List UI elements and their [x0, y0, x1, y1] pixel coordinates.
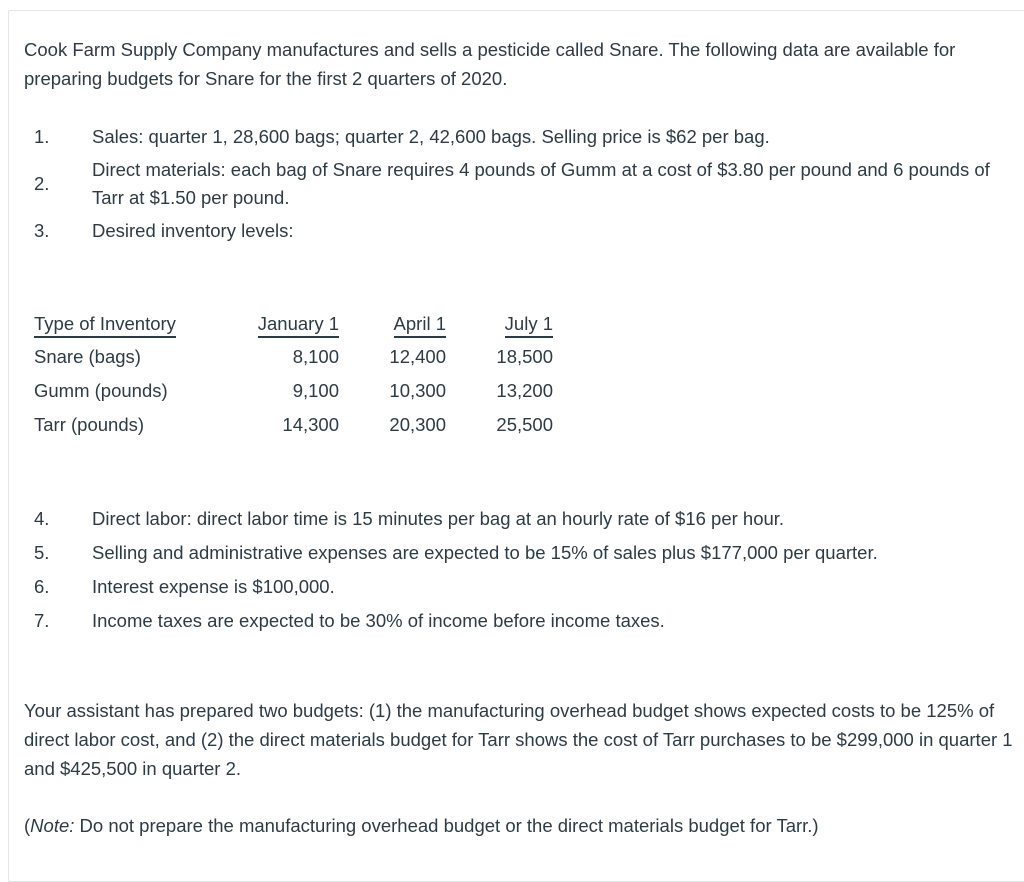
table-cell: 14,300	[282, 414, 339, 435]
list-item-text: Selling and administrative expenses are expected to be 15% of sales plus $177,000 per quarter.	[92, 542, 878, 563]
data-list-part1	[34, 123, 994, 250]
list-item-text: Sales: quarter 1, 28,600 bags; quarter 2, 42,600 bags. Selling price is $62 per bag.	[92, 126, 770, 147]
list-item-text: Direct materials: each bag of Snare requires 4 pounds of Gumm at a cost of $3.80 per pound and 6 pounds of Tarr at $1.50 per pound.	[92, 159, 990, 208]
inventory-table	[25, 310, 553, 442]
note-paragraph	[24, 811, 1014, 840]
table-cell: 9,100	[292, 380, 339, 401]
table-row	[25, 374, 553, 408]
list-item-number: 5.	[34, 542, 50, 563]
list-item	[34, 573, 994, 601]
list-item	[34, 217, 994, 245]
note-text: Do not prepare the manufacturing overhead budget or the direct materials budget for Tarr.)	[74, 815, 819, 836]
list-item-number: 2.	[34, 173, 50, 194]
column-header: January 1	[249, 310, 339, 340]
table-header-row	[25, 310, 553, 340]
list-item-text: Direct labor: direct labor time is 15 minutes per bag at an hourly rate of $16 per hour.	[92, 508, 785, 529]
list-item-text: Desired inventory levels:	[92, 220, 294, 241]
list-item	[34, 539, 994, 567]
table-cell: 12,400	[389, 346, 446, 367]
table-cell: 25,500	[496, 414, 553, 435]
list-item-number: 3.	[34, 220, 50, 241]
list-item-number: 6.	[34, 576, 50, 597]
table-cell: Tarr (pounds)	[34, 414, 145, 435]
intro-paragraph: Cook Farm Supply Company manufactures and sells a pesticide called Snare. The following data are available for preparing budgets for Snare for the first 2 quarters of 2020.	[24, 39, 956, 89]
note-label: Note:	[30, 815, 75, 836]
list-item-number: 7.	[34, 610, 50, 631]
note-open-paren: (	[24, 815, 31, 836]
table-cell: Snare (bags)	[34, 346, 141, 367]
table-cell: Gumm (pounds)	[34, 380, 168, 401]
column-header: July 1	[446, 310, 553, 340]
assistant-paragraph: Your assistant has prepared two budgets: (1) the manufacturing overhead budget shows expected costs to be 125% of direct labor cost, and (2) the direct materials budget for Tarr shows the cost of Tarr purchases to be $299,000 in quarter 1 and $425,500 in quarter 2.	[24, 700, 1013, 779]
table-row	[25, 340, 553, 374]
table-cell: 10,300	[389, 380, 446, 401]
column-header: April 1	[339, 310, 446, 340]
table-cell: 20,300	[389, 414, 446, 435]
list-item-number: 4.	[34, 508, 50, 529]
list-item-number: 1.	[34, 126, 50, 147]
data-list-part2	[34, 505, 994, 641]
list-item	[34, 156, 994, 212]
table-cell: 13,200	[496, 380, 553, 401]
table-cell: 18,500	[496, 346, 553, 367]
list-item-text: Income taxes are expected to be 30% of income before income taxes.	[92, 610, 665, 631]
list-item	[34, 607, 994, 635]
list-item	[34, 123, 994, 151]
list-item	[34, 505, 994, 533]
column-header: Type of Inventory	[25, 310, 249, 340]
table-row	[25, 408, 553, 442]
list-item-text: Interest expense is $100,000.	[92, 576, 335, 597]
table-cell: 8,100	[292, 346, 339, 367]
